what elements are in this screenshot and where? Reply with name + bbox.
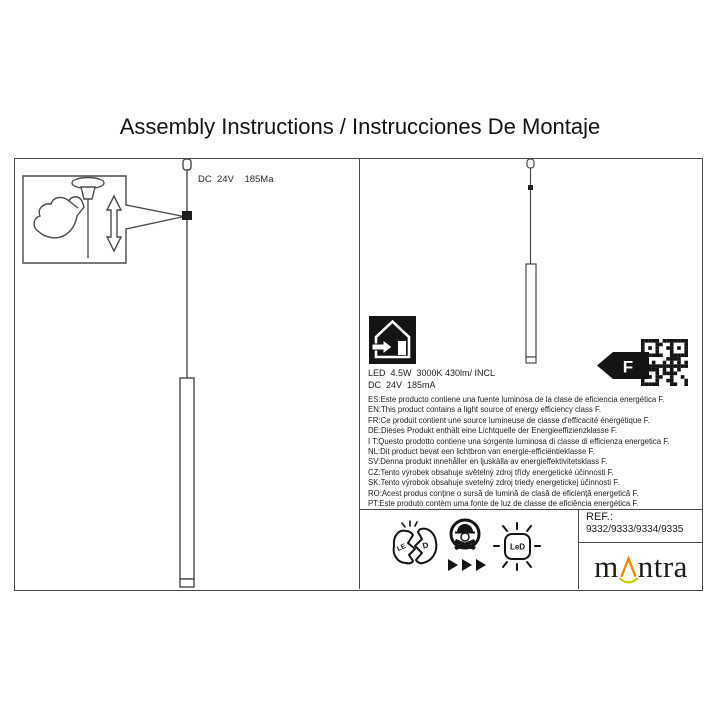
statement-es: ES:Este producto contiene una fuente luminosa de la clase de eficiencia energética F. [368,395,665,404]
pendant-lamp-large [180,159,194,587]
voltage-label: DC 24V 185Ma [198,174,274,185]
statement-pt: PT:Este produto contém uma fonte de luz de classe de eficiência energética F. [368,499,639,509]
statement-sk: SK:Tento výrobok obsahuje svetelný zdroj triedy energetickej účinnosti F. [368,478,620,488]
page-title: Assembly Instructions / Instrucciones De Montaje [119,114,601,139]
mantra-logo [579,544,703,589]
broken-led-icon [390,519,440,577]
qr-code [641,339,688,386]
indoor-use-icon [369,316,416,364]
ref-box [578,509,703,589]
statement-it: I T:Questo prodotto contiene una sorgente luminosa di classe di efficienza energetica F. [368,436,670,446]
spec-line-2: DC 24V 185mA [368,379,436,390]
brand-suffix: ntra [637,549,688,584]
statement-en: EN:This product contains a light source of energy efficiency class F. [368,405,602,415]
led-lamp-icon [492,519,542,573]
height-adjust-diagram [15,159,358,589]
ref-numbers: 9332/9333/9334/9335 [586,524,684,535]
energy-class-letter: F [622,357,634,377]
main-frame [14,158,703,591]
spec-text [368,368,495,391]
technician-icon [446,517,488,573]
statement-ro: RO:Acest produs conține o sursă de lumină de clasă de eficiență energetică F. [368,488,639,498]
panel-right [360,159,702,589]
arrows-icon [448,559,486,571]
lamp-tube [180,378,194,579]
ref-label: REF.: [586,511,613,523]
statement-sv: SV:Denna produkt innehåller en ljuskälla av energieffektivitetsklass F. [368,457,608,467]
panel-left [15,159,360,589]
statement-cz: CZ:Tento výrobek obsahuje světelný zdroj třídy energetické účinnosti F. [368,467,614,477]
led-label: LeD [509,542,526,552]
broken-led-label-right: D [421,540,430,551]
brand-caret-icon [619,551,638,589]
efficiency-statements [368,395,669,509]
statement-de: DE:Dieses Produkt enthält eine Lichtquelle der Energieeffizienzklasse F. [368,426,618,436]
statement-fr: FR:Ce produit contient une source lumineuse de classe d'efficacité énergétique F. [368,415,650,425]
brand-prefix: m [594,549,619,584]
spec-line-1: LED 4.5W 3000K 430lm/ INCL [368,368,496,378]
ref-section [579,509,703,543]
broken-led-label-left: LE [396,542,408,554]
statement-nl: NL:Dit product bevat een lichtbron van energie-efficiëntieklasse F. [368,447,595,457]
cable-connector [182,211,192,220]
